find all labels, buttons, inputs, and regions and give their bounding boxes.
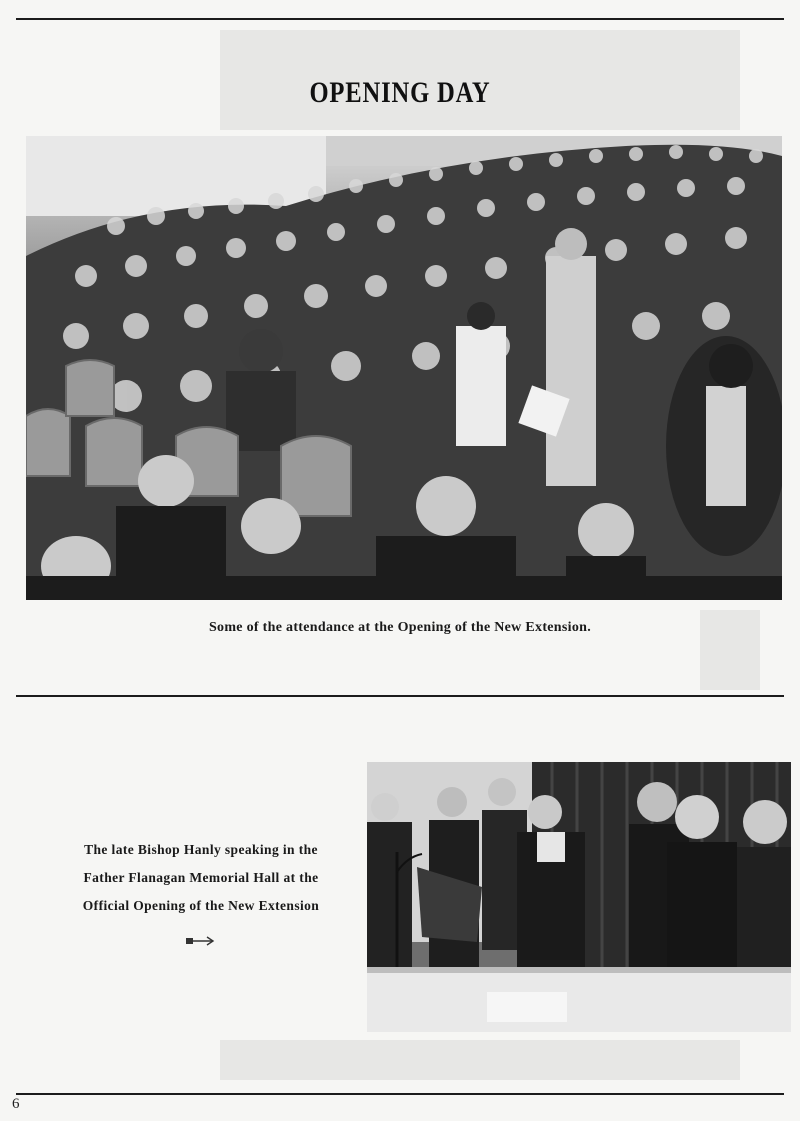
bottom-rule: [16, 1093, 784, 1095]
page-number: 6: [12, 1096, 20, 1112]
second-photo-caption: [46, 836, 356, 920]
caption-line: The late Bishop Hanly speaking in the: [84, 842, 318, 857]
main-photo-caption: Some of the attendance at the Opening of the New Extension.: [208, 620, 592, 635]
show-through-texture: [220, 1040, 740, 1080]
caption-line: Official Opening of the New Extension: [82, 898, 320, 913]
bishop-speaking-photo-image: [367, 762, 791, 1032]
top-rule: [16, 18, 784, 20]
arrow-right-icon: [186, 934, 216, 948]
section-divider: [16, 695, 784, 697]
crowd-photo-image: [26, 136, 782, 600]
page-title: OPENING DAY: [309, 76, 491, 109]
bishop-speaking-photo: [367, 762, 791, 1032]
crowd-photo: [26, 136, 782, 600]
caption-line: Father Flanagan Memorial Hall at the: [83, 870, 319, 885]
